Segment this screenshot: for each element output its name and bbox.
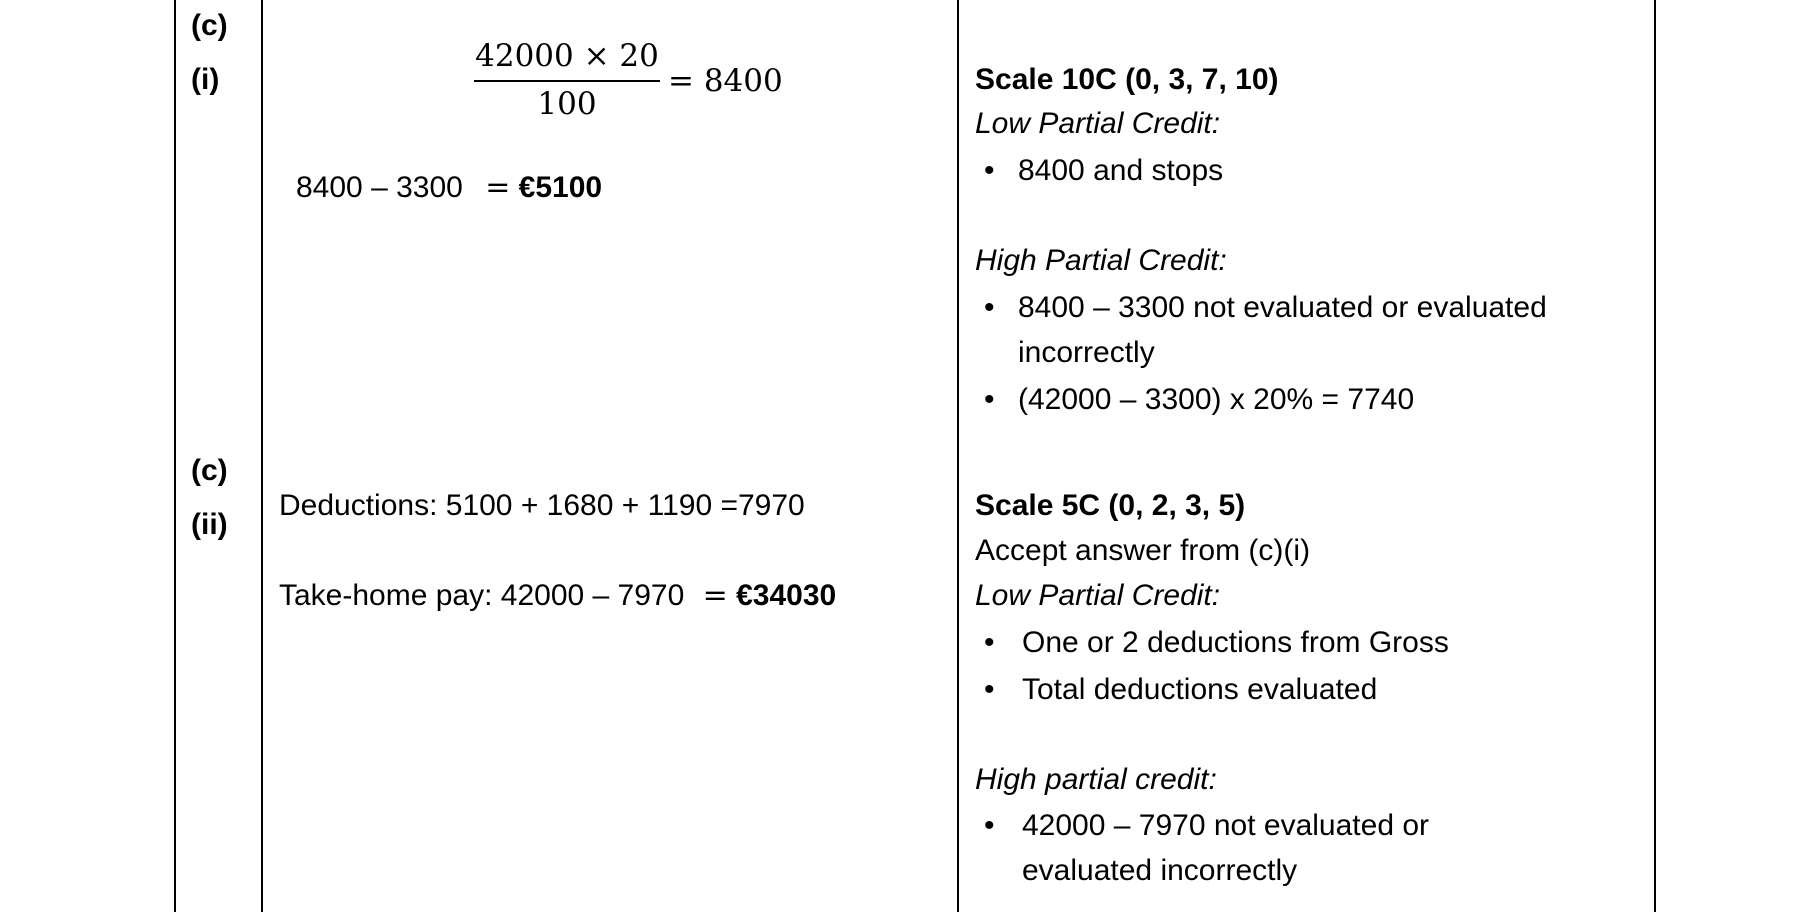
part-cii-low-item-2-text: Total deductions evaluated [1022,673,1378,706]
part-cii-scale-title: Scale 5C (0, 2, 3, 5) [975,489,1246,522]
part-cii-takehome-expr: Take-home pay: 42000 – 7970 [279,579,685,612]
part-ci-high-item-2-text: (42000 – 3300) x 20% = 7740 [1018,383,1415,416]
part-cii-sublabel: (ii) [191,508,228,541]
part-ci-answer: €5100 [518,171,603,204]
table-solution-column-divider [957,0,959,912]
part-ci-subtraction [296,170,602,206]
fraction-bar [474,80,660,82]
part-ci-low-item-text: 8400 and stops [1018,154,1224,187]
fraction-result: = 8400 [668,63,783,99]
part-ci-high-item-1-line1: 8400 – 3300 not evaluated or evaluated [1018,291,1547,324]
part-ci-high-item-1-line2: incorrectly [1018,336,1155,369]
bullet-icon: • [984,673,995,706]
table-label-column-divider [261,0,263,912]
part-cii-low-item-1-text: One or 2 deductions from Gross [1022,626,1449,659]
part-cii-low-heading: Low Partial Credit: [975,579,1221,612]
bullet-icon: • [984,626,995,659]
part-ci-subtraction-expr: 8400 – 3300 [296,171,463,204]
bullet-icon: • [984,154,995,187]
part-cii-equals: = [702,578,728,613]
table-right-border [1654,0,1656,912]
fraction-numerator: 42000 × 20 [475,38,659,74]
part-ci-scale-title: Scale 10C (0, 3, 7, 10) [975,63,1279,96]
part-ci-label: (c) [191,9,228,42]
part-cii-accept-note: Accept answer from (c)(i) [975,534,1311,567]
part-cii-high-item-1-line1: 42000 – 7970 not evaluated or [1022,809,1430,842]
fraction-denominator: 100 [537,86,597,122]
bullet-icon: • [984,383,995,416]
part-cii-deductions: Deductions: 5100 + 1680 + 1190 =7970 [279,489,805,522]
part-cii-takehome [279,578,836,614]
part-ci-equals: = [485,170,511,205]
part-ci-fraction [474,36,660,124]
table-left-border [174,0,176,912]
part-cii-label: (c) [191,454,228,487]
part-ci-high-heading: High Partial Credit: [975,244,1227,277]
part-cii-high-heading: High partial credit: [975,763,1217,796]
part-cii-high-item-1-line2: evaluated incorrectly [1022,854,1298,887]
bullet-icon: • [984,291,995,324]
part-ci-sublabel: (i) [191,63,220,96]
part-cii-answer: €34030 [736,579,837,612]
bullet-icon: • [984,809,995,842]
part-ci-low-heading: Low Partial Credit: [975,107,1221,140]
